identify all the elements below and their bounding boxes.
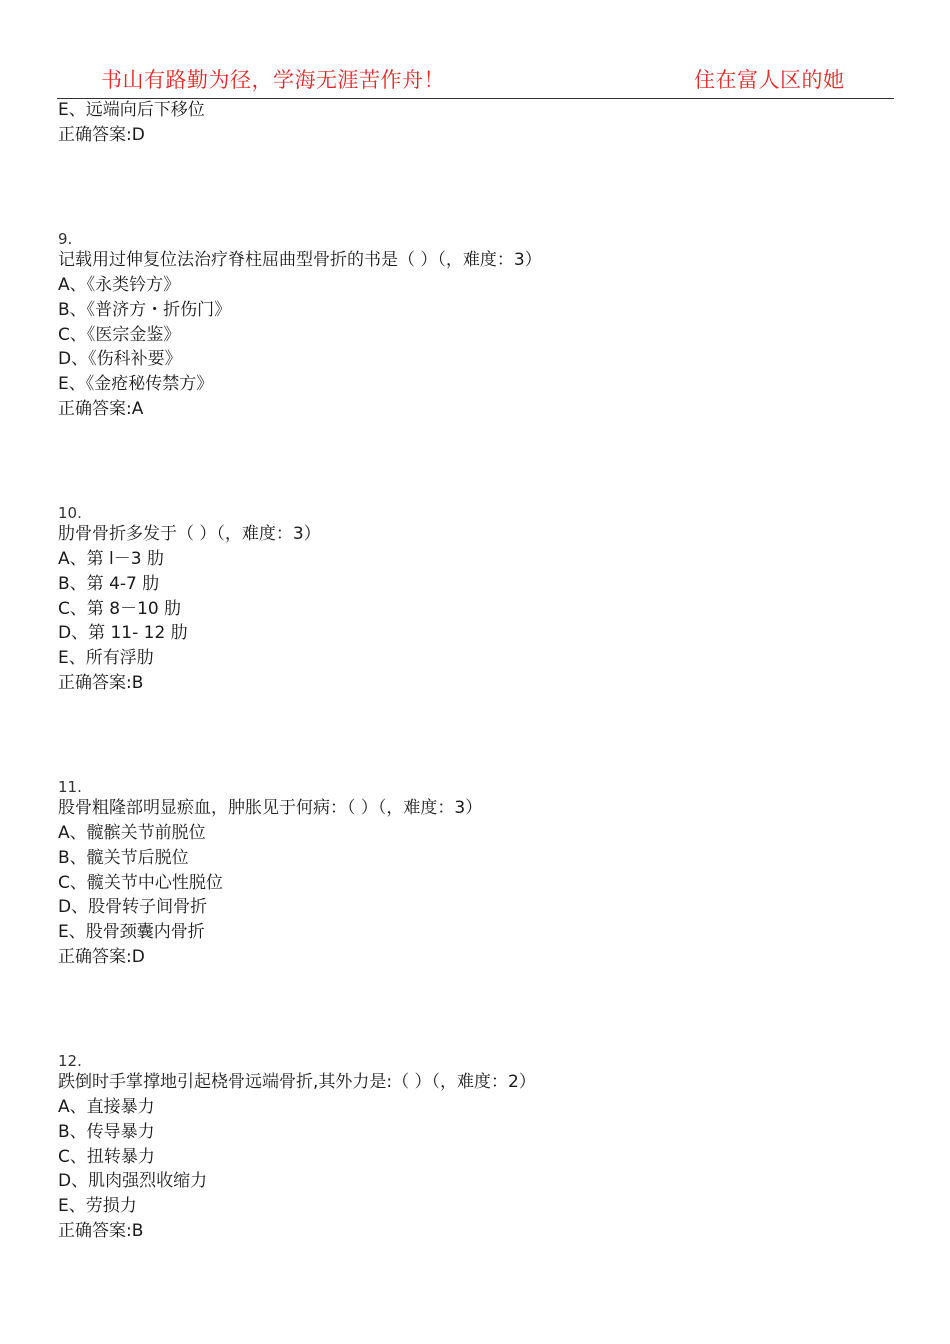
option-d: D、肌肉强烈收缩力 <box>58 1171 208 1191</box>
option-e: E、《金疮秘传禁方》 <box>58 374 214 394</box>
option-e: E、劳损力 <box>58 1196 137 1216</box>
prev-question-option-e: E、远端向后下移位 <box>58 100 205 120</box>
option-a: A、第 l－3 肋 <box>58 549 164 569</box>
header-right-motto: 住在富人区的她 <box>694 68 845 92</box>
option-a: A、直接暴力 <box>58 1097 155 1117</box>
prev-question-answer: 正确答案:D <box>58 125 145 145</box>
option-b: B、传导暴力 <box>58 1122 155 1142</box>
correct-answer: 正确答案:D <box>58 947 145 967</box>
correct-answer: 正确答案:B <box>58 673 144 693</box>
option-c: C、髋关节中心性脱位 <box>58 873 223 893</box>
option-b: B、第 4-7 肋 <box>58 574 160 594</box>
question-stem: 股骨粗隆部明显瘀血，肿胀见于何病：（ ）（，难度：3） <box>58 798 483 818</box>
question-number: 12. <box>58 1052 82 1070</box>
option-d: D、第 11- 12 肋 <box>58 623 188 643</box>
header-left-motto: 书山有路勤为径，学海无涯苦作舟！ <box>101 68 445 92</box>
option-b: B、髋关节后脱位 <box>58 848 189 868</box>
option-e: E、股骨颈囊内骨折 <box>58 922 205 942</box>
option-c: C、扭转暴力 <box>58 1147 155 1167</box>
option-c: C、第 8－10 肋 <box>58 599 182 619</box>
option-b: B、《普济方・折伤门》 <box>58 300 232 320</box>
question-number: 10. <box>58 504 82 522</box>
question-stem: 肋骨骨折多发于（ ）（，难度：3） <box>58 524 321 544</box>
question-stem: 记载用过伸复位法治疗脊柱屈曲型骨折的书是（ ）（，难度：3） <box>58 250 542 270</box>
question-number: 9. <box>58 230 73 248</box>
question-number: 11. <box>58 778 82 796</box>
page-header <box>0 0 950 100</box>
correct-answer: 正确答案:B <box>58 1221 144 1241</box>
option-a: A、髋髌关节前脱位 <box>58 823 206 843</box>
question-stem: 跌倒时手掌撑地引起桡骨远端骨折,其外力是:（ ）（，难度：2） <box>58 1072 536 1092</box>
option-d: D、《伤科补要》 <box>58 349 182 369</box>
option-a: A、《永类钤方》 <box>58 275 181 295</box>
option-e: E、所有浮肋 <box>58 648 154 668</box>
option-d: D、股骨转子间骨折 <box>58 897 208 917</box>
option-c: C、《医宗金鉴》 <box>58 325 181 345</box>
correct-answer: 正确答案:A <box>58 399 144 419</box>
